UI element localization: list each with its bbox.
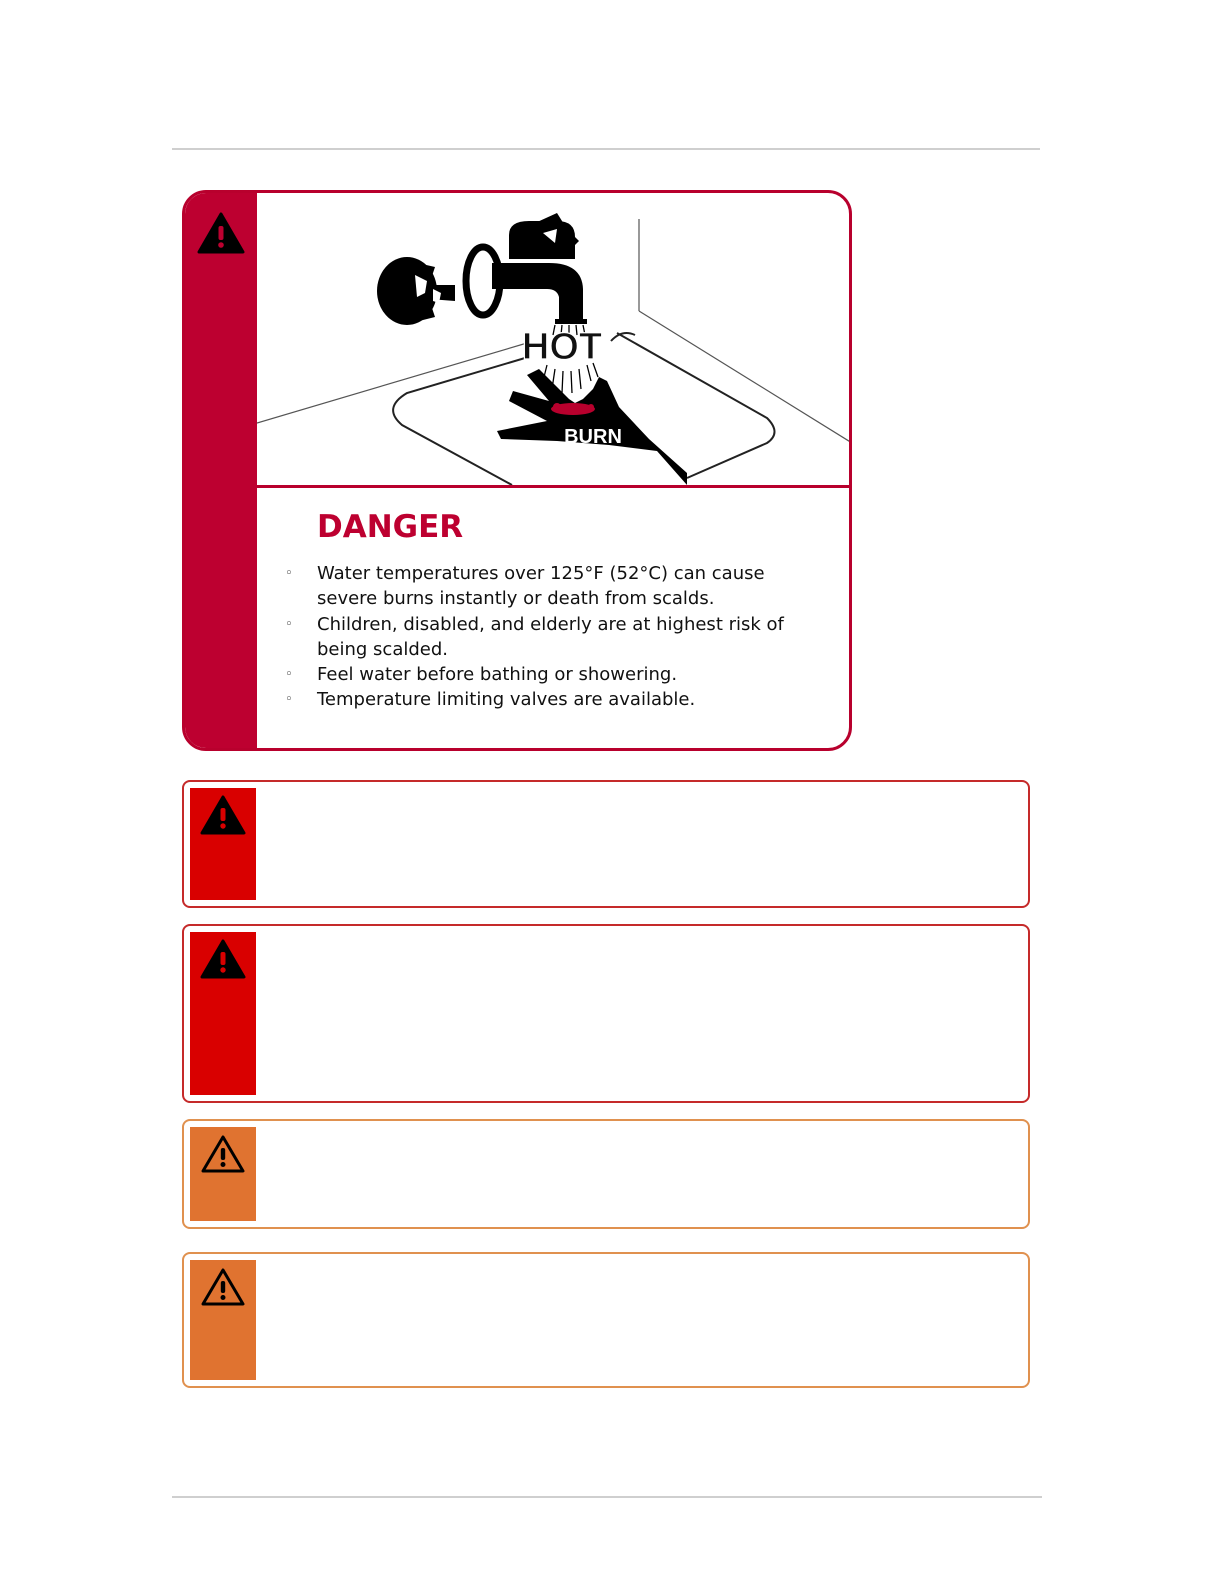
burn-label: BURN	[564, 426, 622, 448]
right-tap-knob-icon	[509, 213, 579, 259]
hot-label: HOT	[521, 326, 603, 368]
danger-notice-side-bar	[190, 788, 256, 900]
list-item: ◦ Children, disabled, and elderly are at highest risk of being scalded.	[285, 613, 784, 660]
bullet-glyph: ◦	[285, 566, 293, 581]
bullet-glyph: ◦	[285, 692, 293, 708]
footer-rule	[172, 1496, 1042, 1498]
danger-heading: DANGER	[317, 509, 464, 545]
warning-triangle-filled-icon	[200, 938, 246, 980]
danger-notice-box	[182, 780, 1030, 908]
warning-triangle-filled-icon	[200, 794, 246, 836]
left-tap-knob-icon	[377, 257, 455, 325]
list-item: ◦ Temperature limiting valves are available.	[285, 687, 825, 712]
warning-triangle-outline-icon	[200, 1266, 246, 1308]
list-item: ◦ Feel water before bathing or showering.	[285, 662, 825, 687]
warning-triangle-outline-icon	[200, 1133, 246, 1175]
warning-triangle-icon	[197, 211, 245, 255]
danger-notice-box	[182, 924, 1030, 1103]
warning-notice-side-bar	[190, 1127, 256, 1221]
danger-bullet-list	[285, 561, 825, 713]
hot-water-burn-illustration	[257, 193, 849, 488]
header-rule	[172, 148, 1040, 150]
warning-notice-box	[182, 1252, 1030, 1388]
danger-notice-side-bar	[190, 932, 256, 1095]
bullet-glyph: ◦	[285, 667, 293, 683]
danger-label-card	[182, 190, 852, 751]
list-item: ◦ Water temperatures over 125°F (52°C) can cause severe burns instantly or death from scalds.	[285, 563, 765, 610]
warning-notice-box	[182, 1119, 1030, 1229]
bullet-glyph: ◦	[285, 616, 293, 632]
danger-side-bar	[185, 193, 257, 748]
warning-notice-side-bar	[190, 1260, 256, 1380]
